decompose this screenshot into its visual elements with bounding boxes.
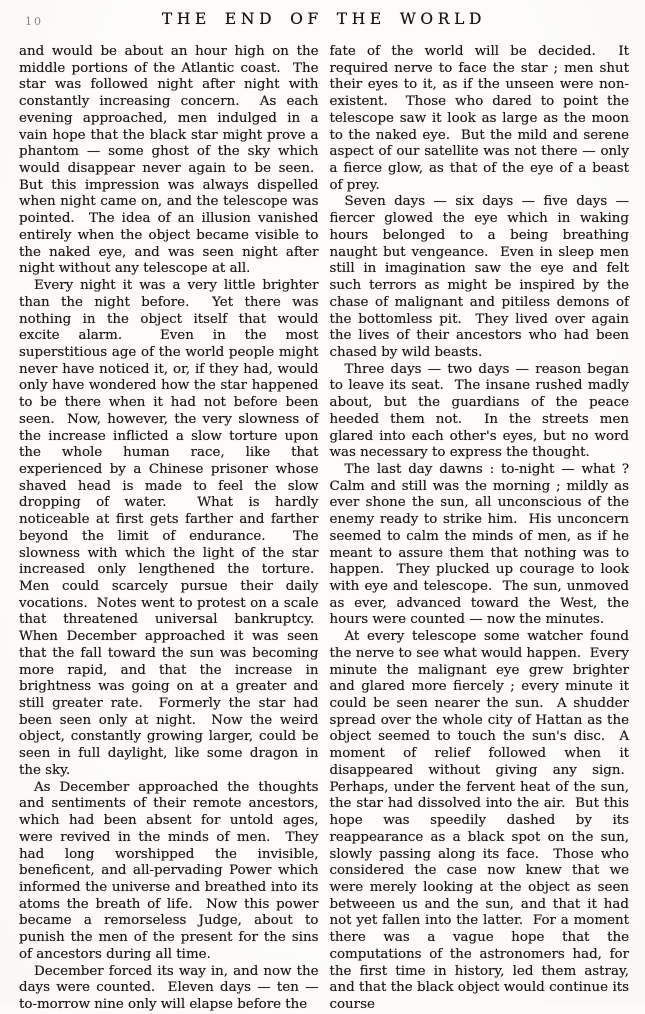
paragraph: and would be about an hour high on the middle portions of the Atlantic coast. The star was followed night after night with constantly increasing concern. As each evening approached, men indulged in a vain hope that the black star might prove a phantom — some ghost of the sky which would disappear never again to be seen. But this impression was always dispelled when night came on, and the telescope was pointed. The idea of an illusion vanished entirely when the object became visible to the naked eye, and was seen night after night without any telescope at all.	[19, 44, 319, 277]
paragraph: The last day dawns : to-night — what ? Calm and still was the morning ; mildly as ever shone the sun, all unconscious of the enemy ready to strike him. His unconcern seemed to calm the minds of men, as if he meant to assure them that nothing was to happen. They plucked up courage to look with eye and telescope. The sun, unmoved as ever, advanced toward the West, the hours were counted — now the minutes.	[329, 461, 629, 628]
left-column	[19, 44, 319, 1014]
paragraph: As December approached the thoughts and sentiments of their remote ancestors, which had been absent for untold ages, were revived in the minds of men. They had long worshipped the invisible, beneficent, and all-pervading Power which informed the universe and breathed into its atoms the breath of life. Now this power became a remorseless Judge, about to punish the men of the present for the sins of ancestors during all time.	[19, 779, 319, 962]
paragraph: December forced its way in, and now the days were counted. Eleven days — ten — to-morrow nine only will elapse before the	[19, 963, 319, 1012]
page-number: 10	[25, 15, 43, 28]
right-column	[330, 44, 630, 1014]
paragraph: Seven days — six days — five days — fiercer glowed the eye which in waking hours belonged to a being breathing naught but vengeance. Even in sleep men still in imagination saw the eye and felt such terrors as might be inspired by the chase of malignant and pitiless demons of the bottomless pit. They lived over again the lives of their ancestors who had been chased by wild beasts.	[329, 194, 629, 360]
paragraph: Every night it was a very little brighter than the night before. Yet there was nothing in the object itself that would excite alarm. Even in the most superstitious age of the world people might never have noticed it, or, if they had, would only have wondered how the star happened to be there when it had not before been seen. Now, however, the very slowness of the increase inflicted a slow torture upon the whole human race, like that experienced by a Chinese prisoner whose shaved head is made to feel the slow dropping of water. What is hardly noticeable at first gets farther and farther beyond the limit of endurance. The slowness with which the light of the star increased only lengthened the torture. Men could scarcely pursue their daily vocations. Notes went to protest on a scale that threatened universal bankruptcy. When December approached it was seen that the fall toward the sun was becoming more rapid, and that the increase in brightness was going on at a greater and still greater rate. Formerly the star had been seen only at night. Now the weird object, constantly growing larger, could be seen in full daylight, like some dragon in the sky.	[19, 278, 319, 778]
text-columns	[19, 44, 629, 1014]
page-title: THE END OF THE WORLD	[161, 10, 487, 28]
paragraph: fate of the world will be decided. It required nerve to face the star ; men shut their eyes to it, as if the unseen were non-existent. Those who dared to point the telescope saw it look as large as the moon to the naked eye. But the mild and serene aspect of our satellite was not there — only a fierce glow, as that of the eye of a beast of prey.	[329, 44, 629, 193]
paragraph: Three days — two days — reason began to leave its seat. The insane rushed madly about, but the guardians of the peace heeded them not. In the streets men glared into each other's eyes, but no word was necessary to express the thought.	[329, 361, 629, 461]
paragraph: At every telescope some watcher found the nerve to see what would happen. Every minute the malignant eye grew brighter and glared more fiercely ; every minute it could be seen nearer the sun. A shudder spread over the whole city of Hattan as the object seemed to touch the sun's disc. A moment of relief followed when it disappeared without giving any sign. Perhaps, under the fervent heat of the sun, the star had dissolved into the air. But this hope was speedily dashed by its reappearance as a black spot on the sun, slowly passing along its face. Those who considered the case now knew that we were merely looking at the object as seen betweeen us and the sun, and that it had not yet fallen into the latter. For a moment there was a vague hope that the computations of the astronomers had, for the first time in history, led them astray, and that the black object would continue its course	[329, 629, 629, 1012]
page-header	[19, 9, 629, 42]
